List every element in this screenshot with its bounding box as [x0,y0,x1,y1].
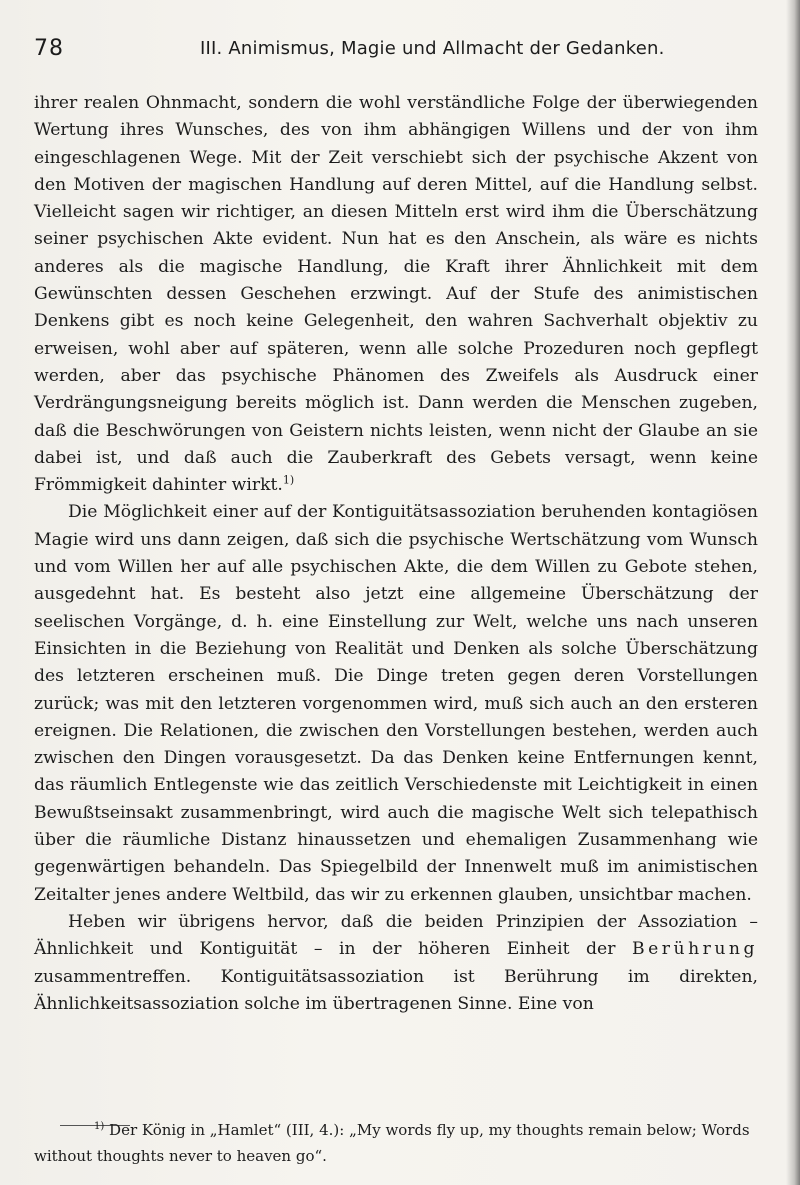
page-number: 78 [34,36,64,61]
paragraph-1 [34,90,758,499]
paragraph-3-text-start: Heben wir übrigens hervor, daß die beiden Prinzipien der Assoziation – Ähnlichkeit und Kontiguität – in der höheren Einheit der [34,911,758,960]
page-header [34,36,754,66]
footnote-mark: 1) [94,1121,105,1132]
page-edge-shadow [786,0,800,1185]
paragraph-1-text: ihrer realen Ohnmacht, sondern die wohl verständliche Folge der überwiegenden Wertung ihres Wunsches, des von ihm abhängigen Willens und der von ihm eingeschlagenen Wege. Mit der Zeit verschiebt sich der psychische Akzent von den Motiven der magischen Handlung auf deren Mittel, auf die Handlung selbst. Vielleicht sagen wir richtiger, an diesen Mitteln erst wird ihm die Überschätzung seiner psychischen Akte evident. Nun hat es den Anschein, als wäre es nichts anderes als die magische Handlung, die Kraft ihrer Ähnlichkeit mit dem Gewünschten dessen Geschehen erzwingt. Auf der Stufe des animistischen Denkens gibt es noch keine Gelegenheit, den wahren Sachverhalt objektiv zu erweisen, wohl aber auf späteren, wenn alle solche Prozeduren noch gepflegt werden, aber das psychische Phänomen des Zweifels als Ausdruck einer Verdrängungsneigung bereits möglich ist. Dann werden die Menschen zugeben, daß die Beschwörungen von Geistern nichts leisten, wenn nicht der Glaube an sie dabei ist, und daß auch die Zauberkraft des Gebets versagt, wenn keine Frömmigkeit dahinter wirkt. [34,93,758,496]
paragraph-2: Die Möglichkeit einer auf der Kontiguitätsassoziation beruhenden kontagiösen Magie wird uns dann zeigen, daß sich die psychische Wertschätzung vom Wunsch und vom Willen her auf alle psychischen Akte, die dem Willen zu Gebote stehen, ausgedehnt hat. Es besteht also jetzt eine allgemeine Überschätzung der seelischen Vorgänge, d. h. eine Einstellung zur Welt, welche uns nach unseren Einsichten in die Beziehung von Realität und Denken als solche Überschätzung des letzteren erscheinen muß. Die Dinge treten gegen deren Vorstellungen zurück; was mit den letzteren vorgenommen wird, muß sich auch an den ersteren ereignen. Die Relationen, die zwischen den Vorstellungen bestehen, werden auch zwischen den Dingen vorausgesetzt. Da das Denken keine Entfernungen kennt, das räumlich Entlegenste wie das zeitlich Verschiedenste mit Leichtigkeit in einen Bewußtseinsakt zusammenbringt, wird auch die magische Welt sich telepathisch über die räumliche Distanz hinaussetzen und ehemaligen Zusammenhang wie gegenwärtigen behandeln. Das Spiegelbild der Innenwelt muß im animistischen Zeitalter jenes andere Weltbild, das wir zu erkennen glauben, unsichtbar machen. [34,502,758,905]
body-text [34,90,758,1018]
footnote-reference: 1) [282,473,295,487]
paragraph-3 [34,909,758,1018]
paragraph-3-text-end: zusammentreffen. Kontiguitätsassoziation ist Berührung im direkten, Ähnlichkeitsassoziation solche im übertragenen Sinne. Eine von [34,966,758,1014]
footnote [34,1117,758,1169]
running-head: III. Animismus, Magie und Allmacht der Gedanken. [200,38,665,59]
emphasized-word: Berührung [631,939,758,960]
footnote-text: Der König in „Hamlet“ (III, 4.): „My words fly up, my thoughts remain below; Words without thoughts never to heaven go“. [34,1121,750,1165]
